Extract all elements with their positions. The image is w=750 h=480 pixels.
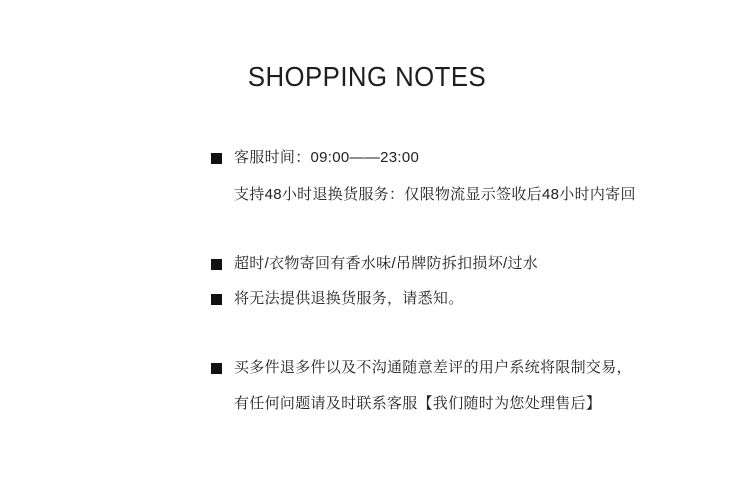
bullet-square-icon	[211, 153, 222, 164]
bullet-square-icon	[211, 294, 222, 305]
note-row	[211, 359, 632, 377]
note-text: 将无法提供退换货服务，请悉知。	[234, 290, 464, 307]
note-text: 支持48小时退换货服务：仅限物流显示签收后48小时内寄回	[234, 186, 636, 203]
note-text: 客服时间：09:00——23:00	[234, 149, 420, 166]
note-row	[234, 395, 601, 413]
note-text: 超时/衣物寄回有香水味/吊牌防拆扣损坏/过水	[234, 255, 539, 272]
note-row	[211, 149, 419, 167]
note-text: 买多件退多件以及不沟通随意差评的用户系统将限制交易，	[234, 359, 632, 376]
note-text: 有任何问题请及时联系客服【我们随时为您处理售后】	[234, 395, 602, 412]
bullet-square-icon	[211, 259, 222, 270]
bullet-square-icon	[211, 363, 222, 374]
note-row	[211, 290, 464, 308]
note-row	[211, 255, 538, 273]
page-title: SHOPPING NOTES	[247, 61, 487, 92]
note-row	[234, 186, 636, 204]
